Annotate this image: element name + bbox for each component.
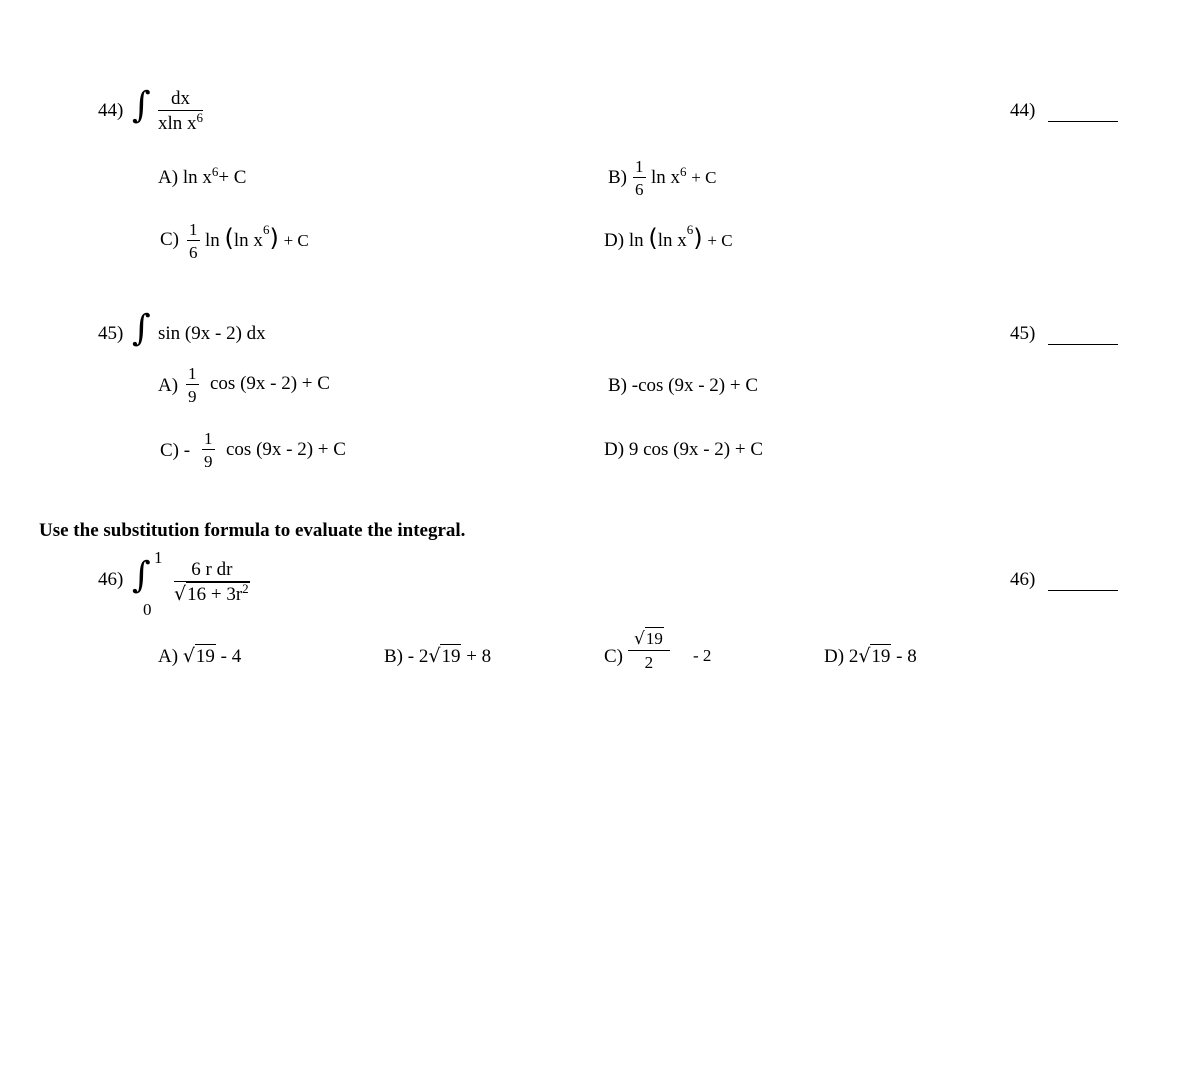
choice-c-fraction: $\frac{√19}{2}$ [628, 630, 670, 671]
choice-c-fraction: $\frac{1}{9}$ [204, 429, 213, 471]
upper-limit: 1 [154, 548, 163, 567]
answer-blank[interactable] [1048, 590, 1118, 591]
choice-c[interactable]: C) [604, 646, 623, 667]
section-instruction: Use the substitution formula to evaluate the integral. [39, 520, 466, 541]
choice-c-fraction: $\frac{1}{6}$ [189, 220, 198, 262]
choice-d[interactable]: D) 2√19 - 8 [824, 645, 917, 667]
integrand-fraction [158, 89, 203, 133]
choice-c-expression: cos (9x - 2) + C [226, 439, 346, 460]
choice-a[interactable]: A) [158, 375, 179, 396]
choice-d[interactable]: D) 9 cos (9x - 2) + C [604, 439, 764, 460]
question-number: 46) [98, 569, 124, 590]
answer-label: 45) [1010, 323, 1036, 344]
choice-a[interactable]: A) $\ln x^6+ C$ [158, 164, 247, 188]
answer-label: 44) [1010, 100, 1036, 121]
integrand: sin (9x - 2) dx [158, 323, 266, 344]
choice-a-expression: cos (9x - 2) + C [210, 373, 330, 394]
choice-b[interactable]: B) - 2√19 + 8 [384, 645, 492, 667]
choice-a-fraction: $\frac{1}{9}$ [188, 364, 197, 406]
choice-b-fraction: $\frac{1}{6}$ [635, 157, 644, 199]
choice-b-expression: $\ln x^6 + C$ [651, 164, 717, 188]
integral-sign-icon: ∫ [132, 308, 151, 349]
integrand-fraction [174, 560, 250, 604]
question-number: 44) [98, 100, 124, 121]
integral-sign-icon: ∫ [132, 85, 151, 126]
answer-blank[interactable] [1048, 344, 1118, 345]
choice-b[interactable]: B) [608, 167, 627, 188]
choice-c-expression: - 2 [693, 646, 712, 665]
integrand-numerator: dx [158, 89, 203, 111]
choice-c[interactable]: C) [160, 229, 179, 250]
integrand-denominator: xln $x^6$ [158, 110, 204, 134]
choice-b[interactable]: B) -cos (9x - 2) + C [608, 375, 759, 396]
choice-d[interactable]: D) ln (ln $x^6) + C$ [604, 222, 733, 252]
question-number: 45) [98, 323, 124, 344]
choice-c[interactable]: C) - [160, 440, 191, 461]
answer-label: 46) [1010, 569, 1036, 590]
choice-a[interactable]: A) √19 - 4 [158, 645, 242, 667]
integrand-numerator: 6 r dr [174, 560, 250, 582]
integral-sign-icon: ∫ [132, 555, 151, 596]
integrand-denominator: $√16 + 3r^2$ [174, 581, 249, 605]
lower-limit: 0 [143, 600, 152, 619]
answer-blank[interactable] [1048, 121, 1118, 122]
choice-c-expression: ln (ln $x^6) + C$ [205, 222, 309, 252]
